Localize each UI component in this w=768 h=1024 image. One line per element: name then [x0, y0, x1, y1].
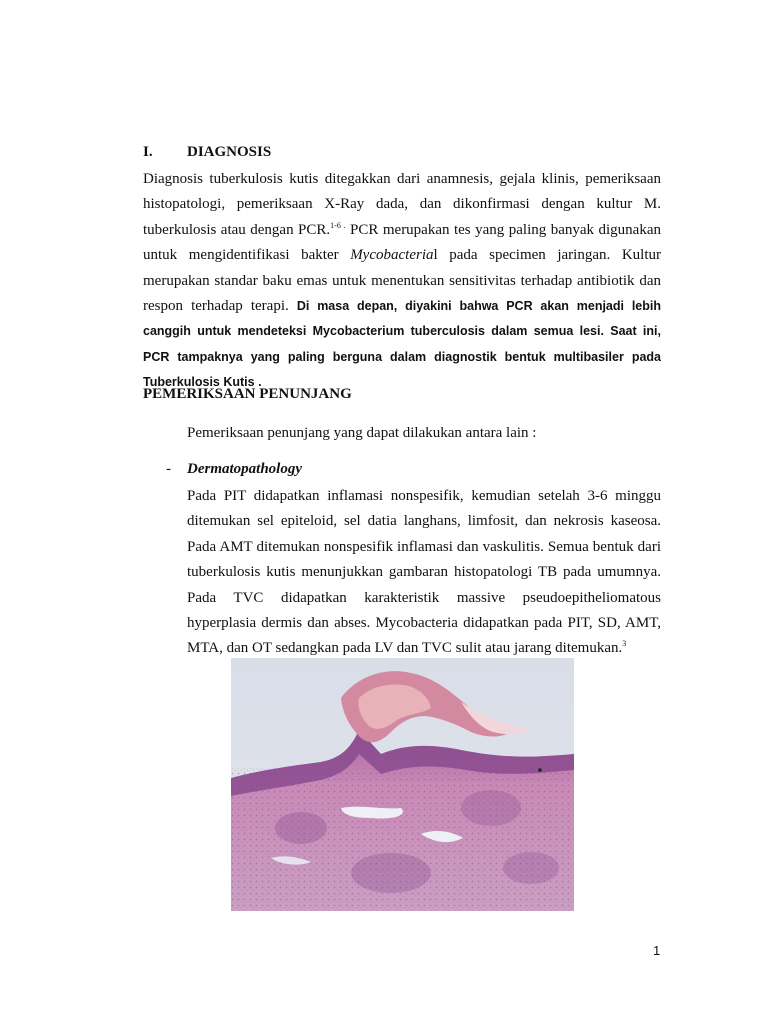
penunjang-intro: Pemeriksaan penunjang yang dapat dilakukan antara lain : — [187, 425, 537, 441]
dermatopathology-title: Dermatopathology — [187, 461, 302, 477]
citation-ref: 1-6 . — [330, 220, 346, 230]
dermatopathology-text: Pada PIT didapatkan inflamasi nonspesifik, kemudian setelah 3-6 minggu ditemukan sel epiteloid, sel datia langhans, limfosit, dan nekrosis kaseosa. Pada AMT ditemukan nonspesifik inflamasi dan vaskulitis. Semua bentuk dari tuberkulosis kutis menunjukkan gambaran histopatologi TB pada umumnya. Pada TVC didapatkan karakteristik massive pseudoepitheliomatous hyperplasia dermis dan abses. Mycobacteria didapatkan pada PIT, SD, AMT, MTA, dan OT sedangkan pada LV dan TVC sulit atau jarang ditemukan. — [187, 488, 661, 657]
diagnosis-text-3: l pada specimen jaringan. Kultur merupakan standar baku emas untuk menentukan sensitivitas terhadap antibiotik dan respon terhadap terapi. — [143, 247, 661, 315]
penunjang-heading: PEMERIKSAAN PENUNJANG — [143, 386, 352, 402]
diagnosis-paragraph — [143, 167, 661, 396]
section-heading — [143, 144, 271, 161]
dermatopathology-paragraph — [187, 484, 661, 662]
diagnosis-text-1: Diagnosis tuberkulosis kutis ditegakkan dari anamnesis, gejala klinis, pemeriksaan histopatologi, pemeriksaan X-Ray dada, dan dikonfirmasi dengan kultur M. tuberkulosis atau dengan PCR. — [143, 171, 661, 238]
diagnosis-bold-text: Di masa depan, diyakini bahwa PCR akan menjadi lebih canggih untuk mendeteksi Mycobacterium tuberculosis dalam semua lesi. Saat ini, PCR tampaknya yang paling berguna dalam diagnostik bentuk multibasiler pada Tuberkulosis Kutis . — [143, 299, 661, 390]
page-number: 1 — [653, 943, 661, 958]
section-number: I. — [143, 144, 153, 160]
diagnosis-text-2: PCR merupakan tes yang paling banyak digunakan untuk mengidentifikasi bakter — [143, 221, 661, 264]
italic-term: Mycobacteria — [350, 247, 434, 264]
list-bullet: - — [166, 461, 171, 477]
histopathology-image — [231, 658, 574, 911]
section-title: DIAGNOSIS — [187, 144, 272, 160]
citation-ref: 3 — [622, 639, 627, 649]
